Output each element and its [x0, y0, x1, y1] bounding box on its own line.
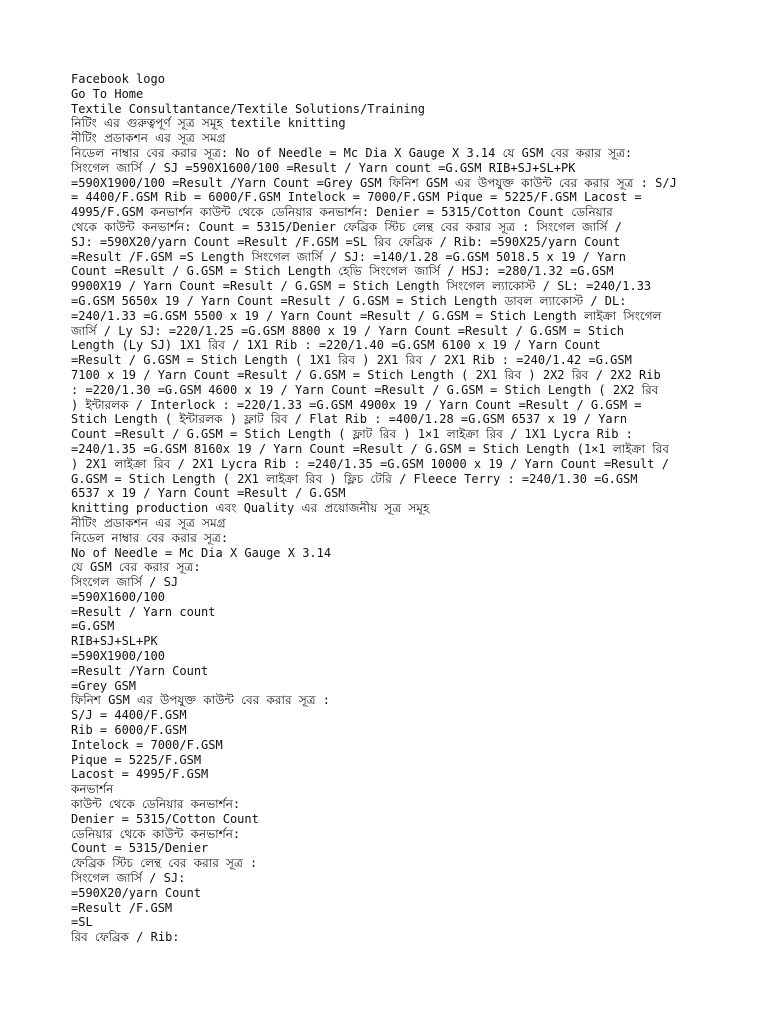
paragraph-line: 4995/F.GSM কনভার্শন কাউন্ট থেকে ডেনিয়ার কনভার্শন: Denier = 5315/Cotton Count ডেনিয়ার	[71, 205, 613, 220]
page-title: নিটিং এর গুরুত্বপূর্ণ সূত্র সমূহ textile knitting	[71, 116, 346, 131]
formula-line: নীটিং প্রডাকশন এর সূত্র সমগ্র	[71, 515, 226, 530]
formula-line: =Result /F.GSM	[71, 900, 173, 915]
document-body	[71, 72, 703, 945]
paragraph-line: =240/1.35 =G.GSM 8160x 19 / Yarn Count =Result / G.GSM = Stich Length (1×1 লাইক্রা রিব	[71, 441, 669, 456]
formula-line: =590X1900/100	[71, 649, 165, 664]
section-heading: knitting production এবং Quality এর প্রয়োজনীয় সূত্র সমূহ	[71, 501, 430, 516]
paragraph-line: Length (Ly SJ) 1X1 রিব / 1X1 Rib : =220/1.40 =G.GSM 6100 x 19 / Yarn Count	[71, 338, 601, 353]
facebook-logo-link[interactable]: Facebook logo	[71, 72, 165, 86]
formula-line: নিডেল নাম্বার বের করার সূত্র:	[71, 530, 229, 545]
formula-line: Pique = 5225/F.GSM	[71, 752, 202, 767]
paragraph-line: Stich Length ( ইন্টারলক ) ফ্লাট রিব / Flat Rib : =400/1.28 =G.GSM 6537 x 19 / Yarn	[71, 412, 628, 427]
paragraph-line: = 4400/F.GSM Rib = 6000/F.GSM Intelock = 7000/F.GSM Pique = 5225/F.GSM Lacost =	[71, 190, 642, 205]
paragraph-line: SJ: =590X20/yarn Count =Result /F.GSM =SL রিব ফেব্রিক / Rib: =590X25/yarn Count	[71, 234, 621, 249]
paragraph-line: ) 2X1 লাইক্রা রিব / 2X1 Lycra Rib : =240/1.35 =G.GSM 10000 x 19 / Yarn Count =Result /	[71, 456, 669, 471]
formula-line: Count = 5315/Denier	[71, 841, 209, 856]
summary-paragraph	[71, 131, 703, 501]
formula-line: Rib = 6000/F.GSM	[71, 723, 187, 738]
formula-line: কাউন্ট থেকে ডেনিয়ার কনভার্শন:	[71, 797, 241, 812]
paragraph-line: Count =Result / G.GSM = Stich Length হেভি সিংগেল জার্সি / HSJ: =280/1.32 =G.GSM	[71, 264, 614, 279]
formula-line: Lacost = 4995/F.GSM	[71, 767, 209, 782]
paragraph-line: =240/1.33 =G.GSM 5500 x 19 / Yarn Count =Result / G.GSM = Stich Length লাইক্রা সিংগেল	[71, 308, 662, 323]
formula-line: সিংগেল জার্সি / SJ	[71, 575, 179, 590]
formula-line: ফিনিশ GSM এর উপযুক্ত কাউন্ট বের করার সূত্র :	[71, 693, 331, 708]
formula-line: ফেব্রিক স্টিচ লেন্থ বের করার সূত্র :	[71, 856, 258, 871]
formula-line: =590X1600/100	[71, 589, 165, 604]
paragraph-line: নীটিং প্রডাকশন এর সূত্র সমগ্র	[71, 131, 226, 146]
formula-line: যে GSM বের করার সূত্র:	[71, 560, 201, 575]
formula-line: ডেনিয়ার থেকে কাউন্ট কনভার্শন:	[71, 826, 241, 841]
paragraph-line: Count =Result / G.GSM = Stich Length ( ফ্লাট রিব ) 1×1 লাইক্রা রিব / 1X1 Lycra Rib :	[71, 427, 633, 442]
formula-line: =SL	[71, 915, 93, 930]
paragraph-line: =Result /F.GSM =S Length সিংগেল জার্সি / SJ: =140/1.28 =G.GSM 5018.5 x 19 / Yarn	[71, 249, 627, 264]
formula-line: =Result /Yarn Count	[71, 663, 209, 678]
formula-line: S/J = 4400/F.GSM	[71, 708, 187, 723]
go-home-link[interactable]: Go To Home	[71, 86, 144, 101]
paragraph-line: ) ইন্টারলক / Interlock : =220/1.33 =G.GSM 4900x 19 / Yarn Count =Result / G.GSM =	[71, 397, 642, 412]
paragraph-line: =Result / G.GSM = Stich Length ( 1X1 রিব ) 2X1 রিব / 2X1 Rib : =240/1.42 =G.GSM	[71, 353, 632, 368]
formula-line: RIB+SJ+SL+PK	[71, 634, 158, 649]
paragraph-line: 7100 x 19 / Yarn Count =Result / G.GSM = Stich Length ( 2X1 রিব ) 2X2 রিব / 2X2 Rib	[71, 367, 661, 382]
paragraph-line: নিডেল নাম্বার বের করার সূত্র: No of Needle = Mc Dia X Gauge X 3.14 যে GSM বের করার সূত্র:	[71, 145, 633, 160]
paragraph-line: 6537 x 19 / Yarn Count =Result / G.GSM	[71, 486, 346, 501]
formula-line: =Grey GSM	[71, 678, 137, 693]
formula-line: সিংগেল জার্সি / SJ:	[71, 871, 186, 886]
formula-list	[71, 516, 703, 945]
formula-line: =590X20/yarn Count	[71, 885, 202, 900]
paragraph-line: =G.GSM 5650x 19 / Yarn Count =Result / G.GSM = Stich Length ডাবল ল্যাকোস্ট / DL:	[71, 293, 627, 308]
formula-line: No of Needle = Mc Dia X Gauge X 3.14	[71, 545, 332, 560]
paragraph-line: G.GSM = Stich Length ( 2X1 লাইক্রা রিব ) ফ্লিচ টেরি / Fleece Terry : =240/1.30 =G.GSM	[71, 471, 638, 486]
paragraph-line: থেকে কাউন্ট কনভার্শন: Count = 5315/Denier ফেব্রিক স্টিচ লেন্থ বের করার সূত্র : সিংগেল জার্সি /	[71, 219, 623, 234]
formula-line: =Result / Yarn count	[71, 604, 216, 619]
formula-line: =G.GSM	[71, 619, 115, 634]
paragraph-line: জার্সি / Ly SJ: =220/1.25 =G.GSM 8800 x 19 / Yarn Count =Result / G.GSM = Stich	[71, 323, 624, 338]
paragraph-line: : =220/1.30 =G.GSM 4600 x 19 / Yarn Count =Result / G.GSM = Stich Length ( 2X2 রিব	[71, 382, 659, 397]
formula-line: রিব ফেব্রিক / Rib:	[71, 930, 180, 945]
paragraph-line: =590X1900/100 =Result /Yarn Count =Grey GSM ফিনিশ GSM এর উপযুক্ত কাউন্ট বের করার সূত্র : S/J	[71, 175, 677, 190]
paragraph-line: সিংগেল জার্সি / SJ =590X1600/100 =Result / Yarn count =G.GSM RIB+SJ+SL+PK	[71, 160, 576, 175]
formula-line: Denier = 5315/Cotton Count	[71, 811, 259, 826]
formula-line: কনভার্শন	[71, 782, 114, 797]
paragraph-line: 9900X19 / Yarn Count =Result / G.GSM = Stich Length সিংগেল ল্যাকোস্ট / SL: =240/1.33	[71, 279, 652, 294]
formula-line: Intelock = 7000/F.GSM	[71, 737, 223, 752]
breadcrumb: Textile Consultantance/Textile Solutions/Training	[71, 101, 426, 116]
